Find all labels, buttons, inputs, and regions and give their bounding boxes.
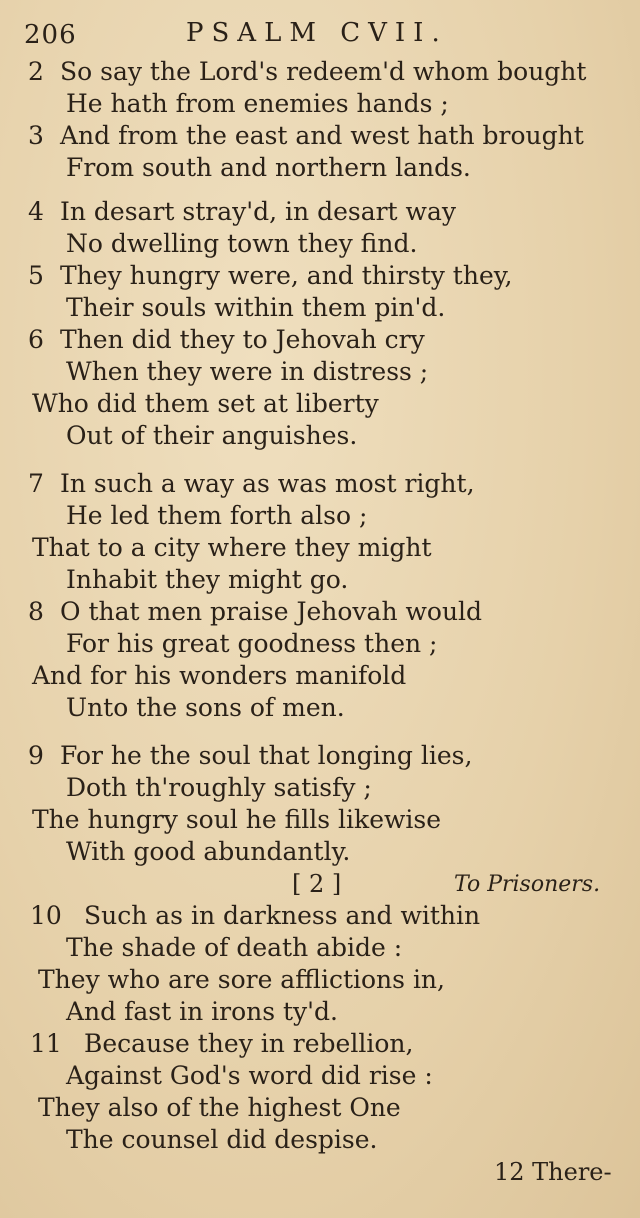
verse-text: The counsel did despise. <box>66 1125 378 1154</box>
verse-text: Unto the sons of men. <box>66 693 345 722</box>
verse-text: For he the soul that longing lies, <box>60 741 473 770</box>
verse-number: 6 <box>28 325 44 354</box>
verse-number: 7 <box>28 469 44 498</box>
section-number: [ 2 ] <box>292 870 342 898</box>
section-heading <box>0 870 640 904</box>
verse-text: The hungry soul he fills likewise <box>32 805 442 834</box>
page-number: 206 <box>24 20 77 50</box>
verse-number: 2 <box>28 57 44 86</box>
verse-text: Their souls within them pin'd. <box>66 293 446 322</box>
verse-text: And from the east and west hath brought <box>60 121 584 150</box>
verse-text: No dwelling town they find. <box>66 229 418 258</box>
verse-number: 11 <box>30 1029 62 1058</box>
verse-text: Against God's word did rise : <box>66 1061 433 1090</box>
page-header <box>14 14 620 54</box>
verse-text: And for his wonders manifold <box>32 661 407 690</box>
verse-text: Such as in darkness and within <box>84 901 481 930</box>
verse-text: And fast in irons ty'd. <box>66 997 338 1026</box>
verse-text: They who are sore afflictions in, <box>38 965 445 994</box>
verse-text: In desart stray'd, in desart way <box>60 197 456 226</box>
verse-text: O that men praise Jehovah would <box>60 597 483 626</box>
catchword: 12 There- <box>494 1158 612 1186</box>
section-subtitle: To Prisoners. <box>454 872 601 897</box>
verse-number: 4 <box>28 197 44 226</box>
verse-text: He hath from enemies hands ; <box>66 89 449 118</box>
verse-text: He led them forth also ; <box>66 501 368 530</box>
verse-text: Doth th'roughly satisfy ; <box>66 773 372 802</box>
verse-number: 10 <box>30 901 62 930</box>
verse-text: With good abundantly. <box>66 837 351 866</box>
verse-number: 8 <box>28 597 44 626</box>
verse-text: The shade of death abide : <box>66 933 403 962</box>
verse-text: They also of the highest One <box>38 1093 401 1122</box>
verse-text: From south and northern lands. <box>66 153 471 182</box>
verse-number: 9 <box>28 741 44 770</box>
page-title: PSALM CVII. <box>186 18 448 48</box>
verse-number: 3 <box>28 121 44 150</box>
verse-text: Who did them set at liberty <box>32 389 379 418</box>
verse-number: 5 <box>28 261 44 290</box>
verse-text: So say the Lord's redeem'd whom bought <box>60 57 587 86</box>
verse-text: Then did they to Jehovah cry <box>60 325 425 354</box>
verse-text: When they were in distress ; <box>66 357 429 386</box>
verse-text: Because they in rebellion, <box>84 1029 414 1058</box>
verse-text: Out of their anguishes. <box>66 421 358 450</box>
verse-text: In such a way as was most right, <box>60 469 475 498</box>
verse-text: That to a city where they might <box>32 533 432 562</box>
verse-text: For his great goodness then ; <box>66 629 438 658</box>
verse-text: Inhabit they might go. <box>66 565 349 594</box>
verse-text: They hungry were, and thirsty they, <box>60 261 513 290</box>
